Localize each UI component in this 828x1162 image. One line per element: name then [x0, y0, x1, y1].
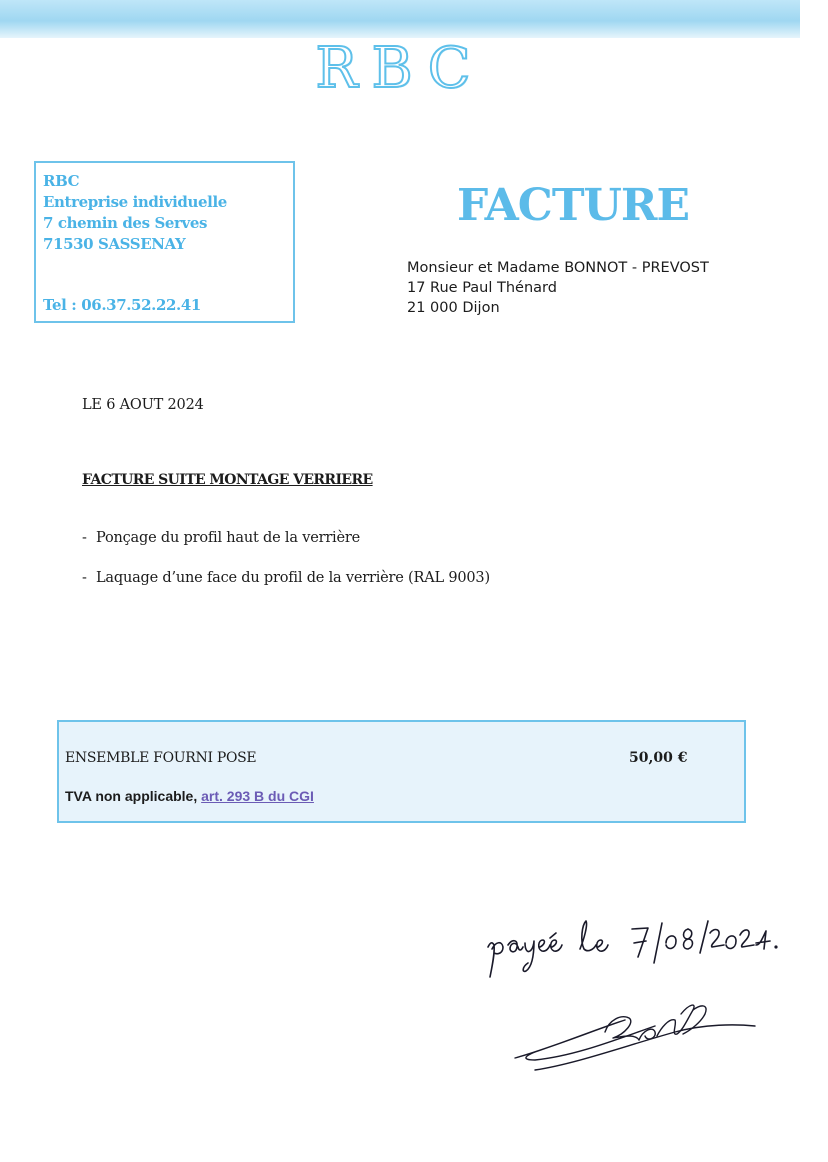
sender-street: 7 chemin des Serves — [43, 214, 208, 232]
service-item-label: Laquage d’une face du profil de la verrière (RAL 9003) — [96, 570, 490, 586]
company-logo: RBC — [315, 36, 485, 101]
tva-note — [65, 788, 314, 804]
service-list — [82, 530, 490, 610]
total-label: ENSEMBLE FOURNI POSE — [65, 750, 257, 766]
total-amount: 50,00 € — [629, 750, 688, 766]
sender-address-box — [34, 161, 295, 323]
recipient-address — [407, 258, 709, 318]
recipient-name: Monsieur et Madame BONNOT - PREVOST — [407, 260, 709, 276]
recipient-city: 21 000 Dijon — [407, 300, 500, 316]
recipient-street: 17 Rue Paul Thénard — [407, 280, 557, 296]
sender-name: RBC — [43, 172, 80, 190]
sender-phone: Tel : 06.37.52.22.41 — [43, 296, 201, 314]
sender-city: 71530 SASSENAY — [43, 235, 186, 253]
top-decorative-band — [0, 0, 800, 38]
tva-article-link[interactable]: art. 293 B du CGI — [201, 788, 314, 804]
sender-type: Entreprise individuelle — [43, 193, 227, 211]
invoice-subject: FACTURE SUITE MONTAGE VERRIERE — [82, 472, 373, 488]
service-item-label: Ponçage du profil haut de la verrière — [96, 530, 360, 546]
payment-note-handwriting — [470, 905, 800, 985]
list-item: - Ponçage du profil haut de la verrière — [82, 530, 360, 546]
list-item: - Laquage d’une face du profil de la verrière (RAL 9003) — [82, 570, 490, 586]
total-box — [57, 720, 746, 823]
tva-prefix: TVA non applicable, — [65, 788, 198, 804]
signature — [505, 990, 765, 1085]
invoice-date: LE 6 AOUT 2024 — [82, 397, 204, 413]
document-title: FACTURE — [457, 180, 690, 231]
